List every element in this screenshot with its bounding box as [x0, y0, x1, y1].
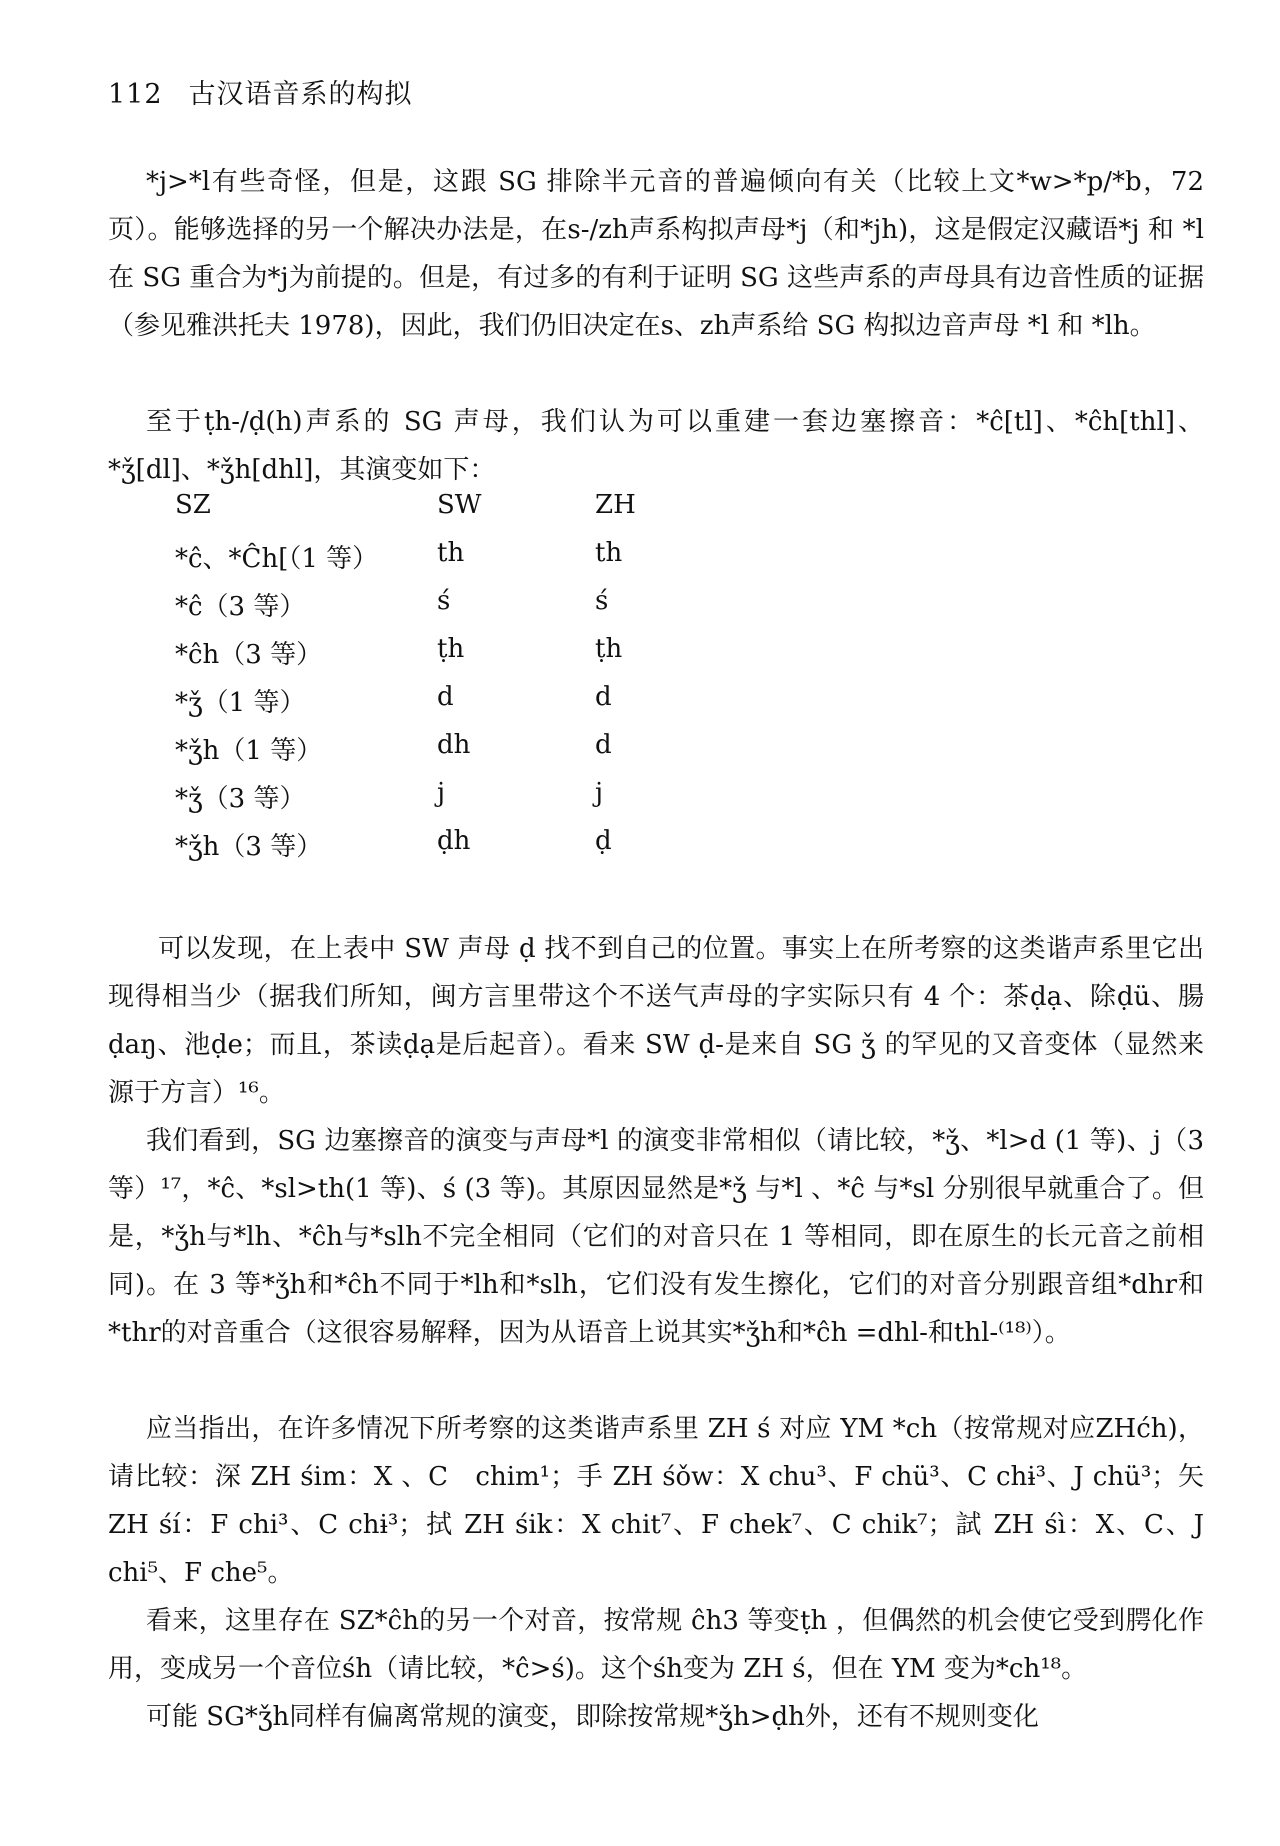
table-cell: th [595, 538, 623, 568]
paragraph-5: 应当指出，在许多情况下所考察的这类谐声系里 ZH ś 对应 YM *ch（按常规对应ZHćh)，请比较：深 ZH śim：X 、C chim¹；手 ZH śǒw：X chu³、F chü³、C chɨ³、J chü³；矢 ZH śí：F chi³、C chɨ³；拭 ZH śik：X chit⁷、F chek⁷、C chik⁷；試 ZH śì：X、C、J chi⁵、F che⁵。 [108, 1414, 1204, 1588]
table-row [175, 634, 775, 682]
table-cell: ṭh [437, 634, 465, 664]
page-number: 112 [108, 79, 163, 110]
table-cell: *ǯ（3 等） [175, 784, 306, 814]
table-cell: j [437, 778, 446, 808]
table-row [175, 682, 775, 730]
page-header [108, 72, 413, 111]
paragraph-2: 至于ṭh-/ḍ(h)声系的 SG 声母，我们认为可以重建一套边塞擦音：*ĉ[tl]、*ĉh[thl]、*ǯ[dl]、*ǯh[dhl]，其演变如下： [108, 407, 1204, 485]
table-cell: ś [595, 586, 609, 616]
table-cell: ś [437, 586, 451, 616]
table-row [175, 778, 775, 826]
table-cell: *ǯh（1 等） [175, 736, 323, 766]
table-cell: *ǯh（3 等） [175, 832, 323, 862]
table-cell: d [595, 682, 612, 712]
table-header-row [175, 490, 775, 538]
table-cell: dh [437, 730, 471, 760]
paragraph-1: *j>*l有些奇怪，但是，这跟 SG 排除半元音的普遍倾向有关（比较上文*w>*p/*b，72页）。能够选择的另一个解决办法是，在s-/zh声系构拟声母*j（和*jh)，这是假定汉藏语*j 和 *l 在 SG 重合为*j为前提的。但是，有过多的有利于证明 SG 这些声系的声母具有边音性质的证据（参见雅洪托夫 1978)，因此，我们仍旧决定在s、zh声系给 SG 构拟边音声母 *l 和 *lh。 [108, 167, 1204, 341]
table-cell: ḍ [595, 826, 612, 856]
table-header-sz: SZ [175, 490, 211, 520]
table-cell: *ǯ（1 等） [175, 688, 306, 718]
table-cell: *ĉh（3 等） [175, 640, 323, 670]
correspondence-table [175, 490, 775, 874]
table-cell: ḍh [437, 826, 471, 856]
table-cell: ṭh [595, 634, 623, 664]
table-row [175, 826, 775, 874]
paragraph-6: 看来，这里存在 SZ*ĉh的另一个对音，按常规 ĉh3 等变ṭh ，但偶然的机会使它受到腭化作用，变成另一个音位śh（请比较，*ĉ>ś)。这个śh变为 ZH ś，但在 YM 变为*ch¹⁸。 [108, 1606, 1204, 1684]
table-cell: d [437, 682, 454, 712]
table-row [175, 538, 775, 586]
table-row [175, 730, 775, 778]
table-cell: *ĉ（3 等） [175, 592, 306, 622]
paragraph-7: 可能 SG*ǯh同样有偏离常规的演变，即除按常规*ǯh>ḍh外，还有不规则变化 [146, 1702, 1039, 1732]
table-header-sw: SW [437, 490, 482, 520]
table-header-zh: ZH [595, 490, 636, 520]
table-row [175, 586, 775, 634]
paragraph-4: 我们看到，SG 边塞擦音的演变与声母*l 的演变非常相似（请比较，*ǯ、*l>d (1 等)、j（3 等）¹⁷，*ĉ、*sl>th(1 等)、ś (3 等)。其原因显然是*ǯ 与*l 、*ĉ 与*sl 分别很早就重合了。但是，*ǯh与*lh、*ĉh与*slh不完全相同（它们的对音只在 1 等相同，即在原生的长元音之前相同)。在 3 等*ǯh和*ĉh不同于*lh和*slh，它们没有发生擦化，它们的对音分别跟音组*dhr和*thr的对音重合（这很容易解释，因为从语音上说其实*ǯh和*ĉh =dhl-和thl-⁽¹⁸⁾）。 [108, 1126, 1204, 1348]
paragraph-3: 可以发现，在上表中 SW 声母 ḍ 找不到自己的位置。事实上在所考察的这类谐声系里它出现得相当少（据我们所知，闽方言里带这个不送气声母的字实际只有 4 个：茶ḍạ、除ḍü、腸ḍaŋ、池ḍe；而且，茶读ḍạ是后起音）。看来 SW ḍ-是来自 SG ǯ 的罕见的又音变体（显然来源于方言）¹⁶。 [108, 934, 1204, 1108]
book-title: 古汉语音系的构拟 [188, 79, 413, 110]
table-cell: d [595, 730, 612, 760]
table-cell: th [437, 538, 465, 568]
table-cell: *ĉ、*Ĉh[（1 等） [175, 544, 379, 574]
table-cell: j [595, 778, 604, 808]
